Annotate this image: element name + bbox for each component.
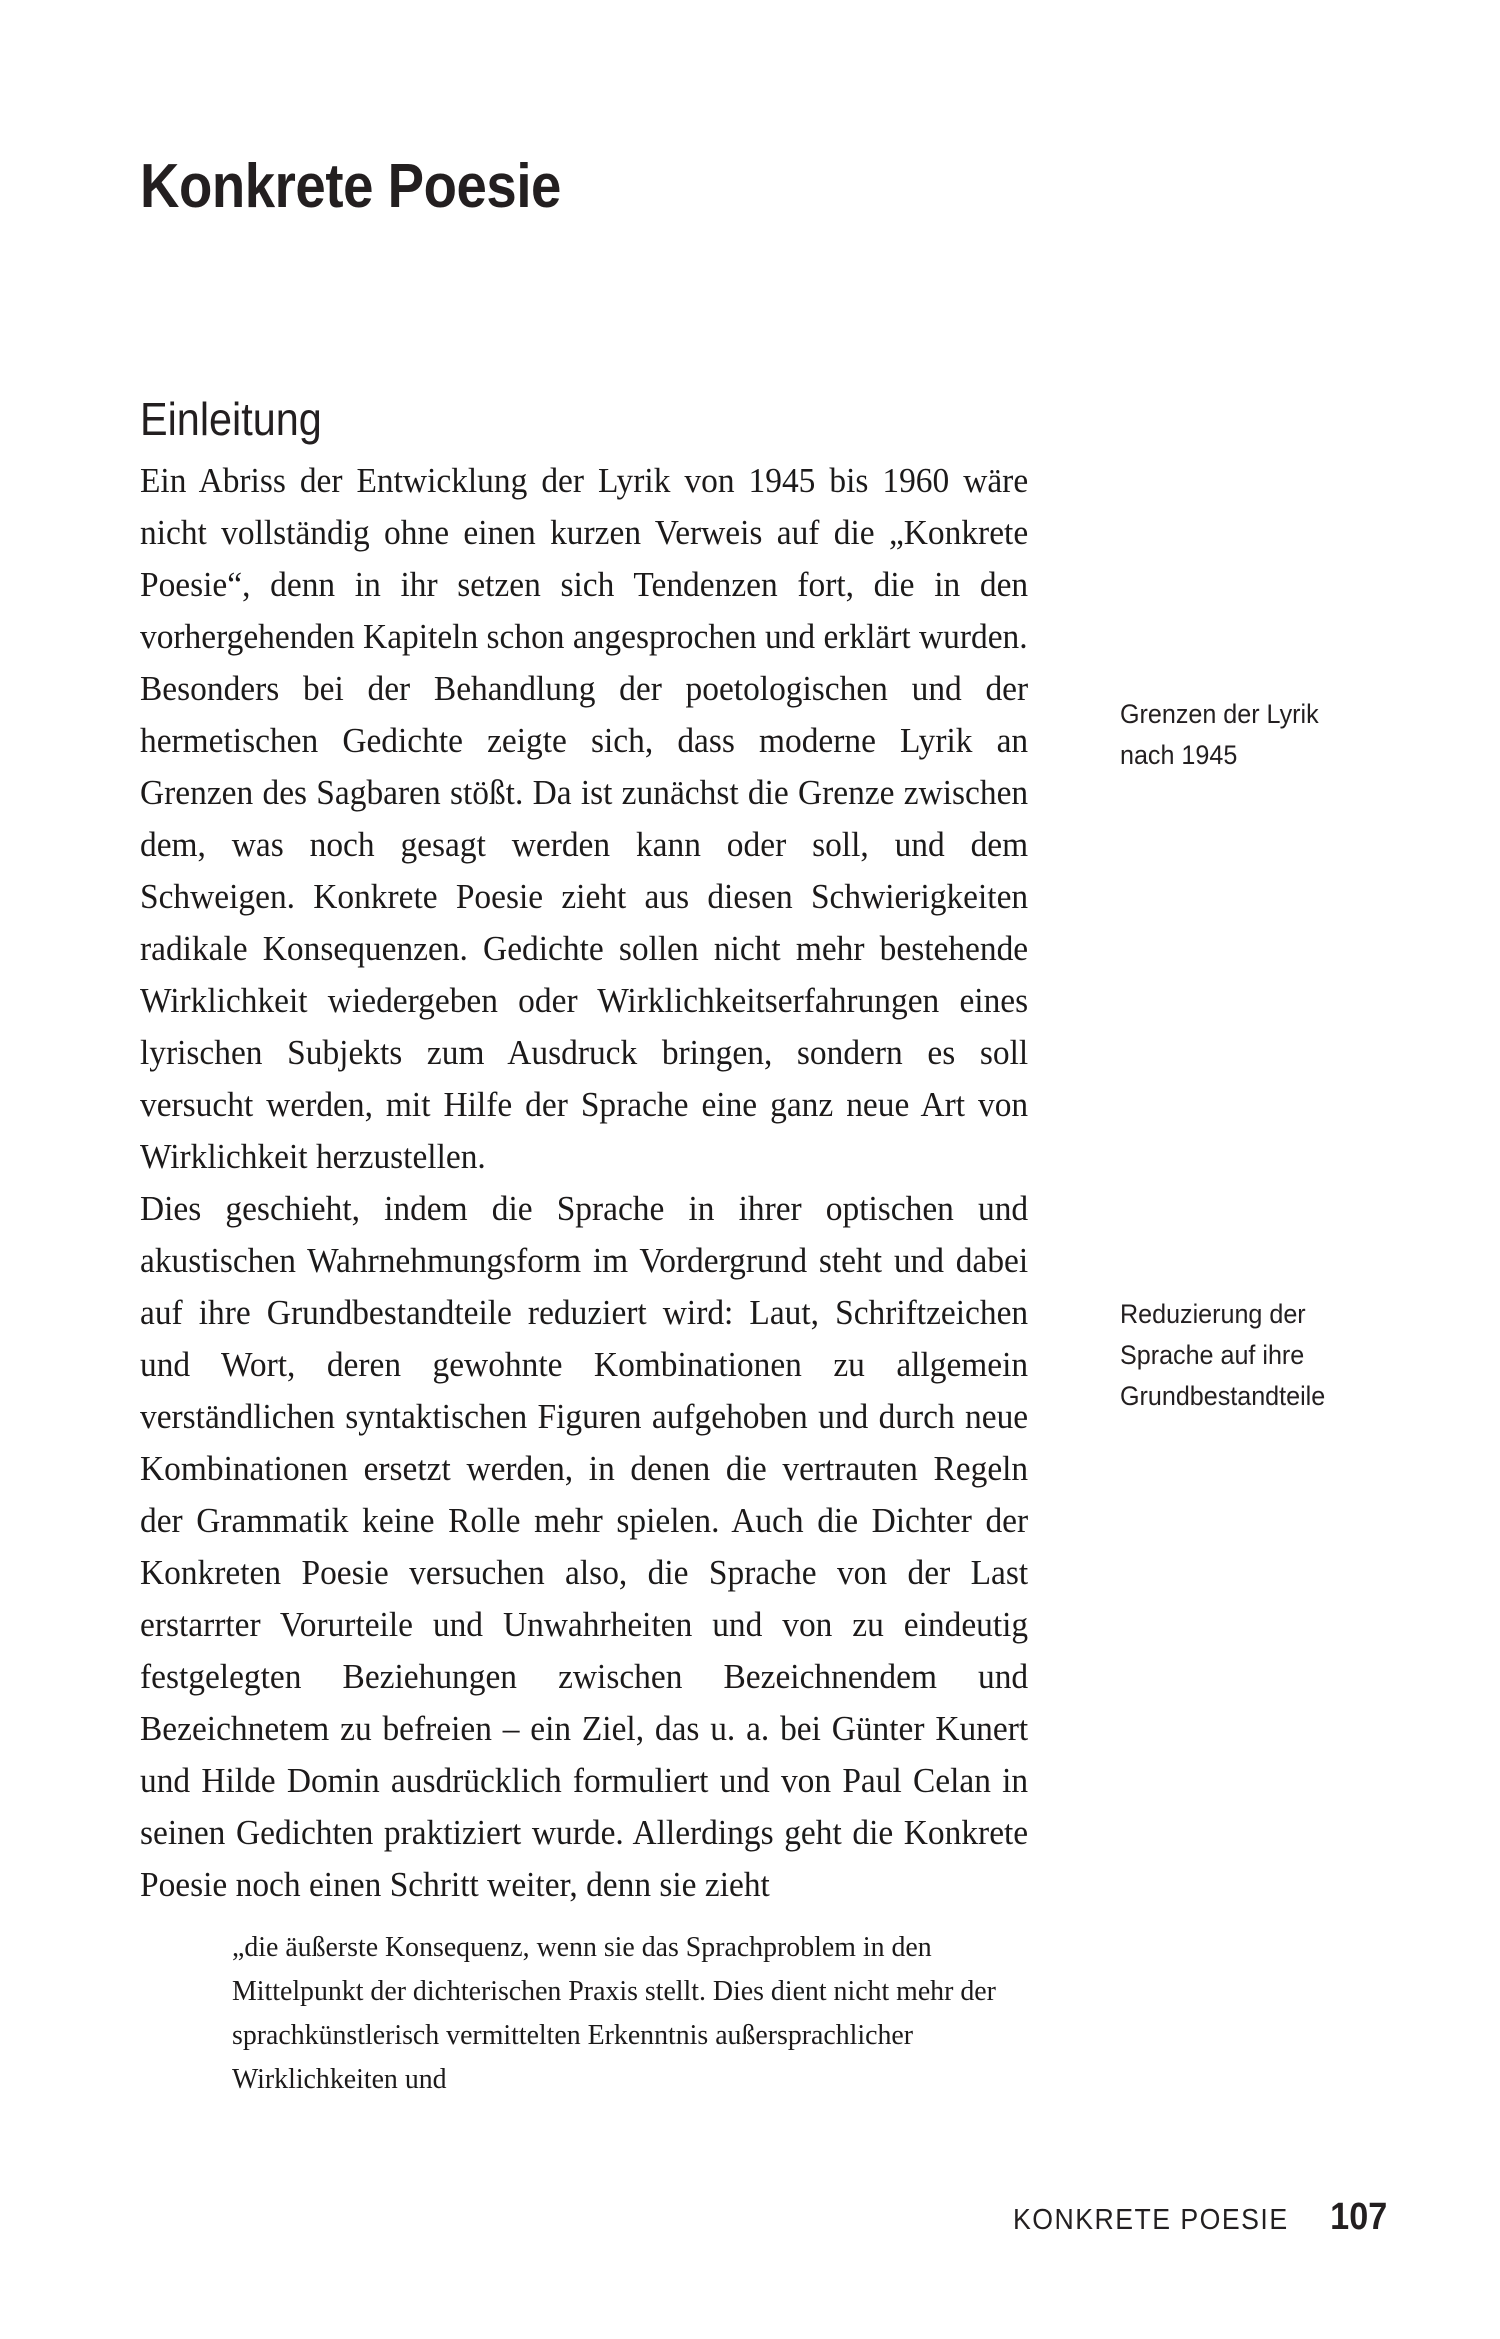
block-quote: „die äußerste Konsequenz, wenn sie das Sprachproblem in den Mittelpunkt der dichterischen Praxis stellt. Dies dient nicht mehr der sprachkünstlerisch vermittelten Erkenntnis außersprachlicher Wirklichkeiten und — [232, 1931, 996, 2095]
margin-note: Grenzen der Lyrik nach 1945 — [1120, 699, 1319, 770]
footer-page-number: 107 — [1329, 2196, 1387, 2238]
body-text-column — [140, 455, 1070, 2130]
margin-note: Reduzierung der Sprache auf ihre Grundbestandteile — [1120, 1299, 1326, 1411]
body-paragraph: Besonders bei der Behandlung der poetologischen und der hermetischen Gedichte zeigte sich, dass moderne Lyrik an Grenzen des Sagbaren stößt. Da ist zunächst die Grenze zwischen dem, was noch gesagt werden kann oder soll, und dem Schweigen. Konkrete Poesie zieht aus diesen Schwierigkeiten radikale Konsequenzen. Gedichte sollen nicht mehr bestehende Wirklichkeit wiedergeben oder Wirklichkeitserfahrungen eines lyrischen Subjekts zum Ausdruck bringen, sondern es soll versucht werden, mit Hilfe der Sprache eine ganz neue Art von Wirklichkeit herzustellen. — [140, 669, 1029, 1176]
page-title: Konkrete Poesie — [140, 151, 561, 221]
body-paragraph: Ein Abriss der Entwicklung der Lyrik von 1945 bis 1960 wäre nicht vollständig ohne einen kurzen Verweis auf die „Konkrete Poesie“, denn in ihr setzen sich Tendenzen fort, die in den vorhergehenden Kapiteln schon angesprochen und erklärt wurden. — [140, 461, 1029, 656]
footer-chapter-label: KONKRETE POESIE — [1012, 2204, 1289, 2236]
body-paragraph: Dies geschieht, indem die Sprache in ihrer optischen und akustischen Wahrnehmungsform im Vordergrund steht und dabei auf ihre Grundbestandteile reduziert wird: Laut, Schriftzeichen und Wort, deren gewohnte Kombinationen zu allgemein verständlichen syntaktischen Figuren aufgehoben und durch neue Kombinationen ersetzt werden, in denen die vertrauten Regeln der Grammatik keine Rolle mehr spielen. Auch die Dichter der Konkreten Poesie versuchen also, die Sprache von der Last erstarrter Vorurteile und Unwahrheiten und von zu eindeutig festgelegten Beziehungen zwischen Bezeichnendem und Bezeichnetem zu befreien – ein Ziel, das u. a. bei Günter Kunert und Hilde Domin ausdrücklich formuliert und von Paul Celan in seinen Gedichten praktiziert wurde. Allerdings geht die Konkrete Poesie noch einen Schritt weiter, denn sie zieht — [140, 1189, 1029, 1904]
page-footer — [140, 2196, 1390, 2239]
section-heading: Einleitung — [140, 393, 322, 446]
